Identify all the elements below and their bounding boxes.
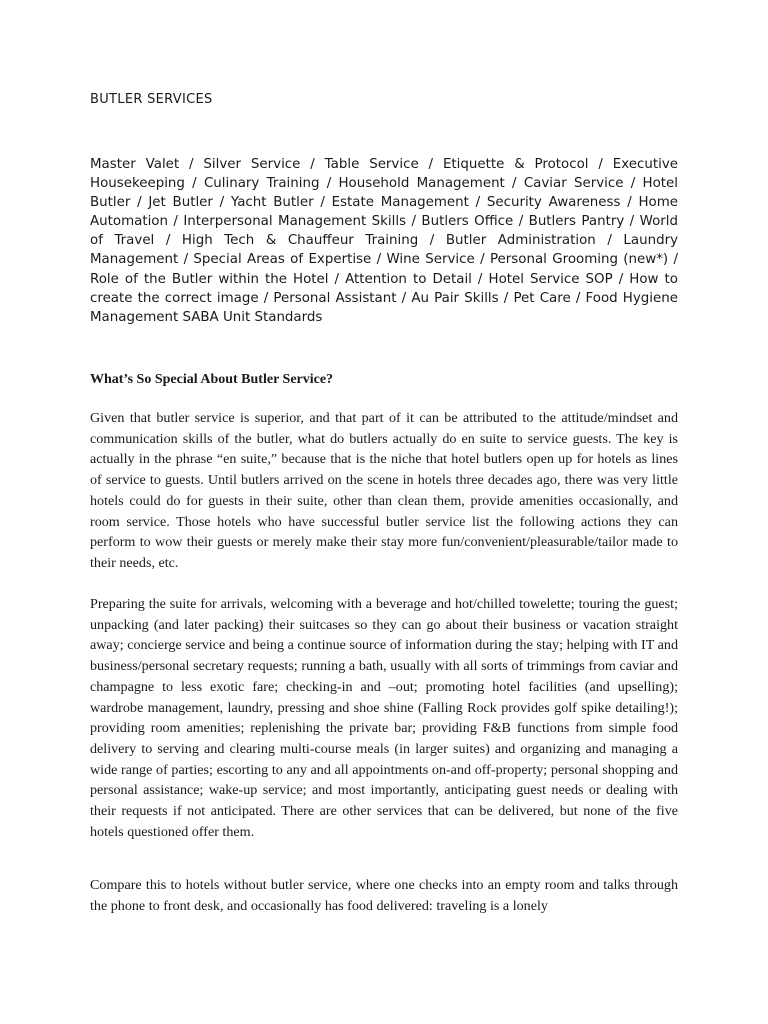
body-paragraph: Compare this to hotels without butler service, where one checks into an empty room and talks through the phone to front desk, and occasionally has food delivered: traveling is a lonely — [90, 877, 678, 914]
section-heading: What’s So Special About Butler Service? — [90, 372, 334, 387]
body-paragraph: Preparing the suite for arrivals, welcoming with a beverage and hot/chilled towelette; touring the guest; unpacking (and later packing) their suitcases so they can go about their business or vacation straight away; concierge service and being a continue source of information during the stay; helping with IT and business/personal secretary requests; running a bath, usually with all sorts of trimmings from caviar and champagne to less exotic fare; checking-in and –out; promoting hotel facilities (and upselling); wardrobe management, laundry, pressing and shoe shine (Falling Rock provides golf spike detailing!); providing room amenities; replenishing the private bar; providing F&B functions from simple food delivery to serving and clearing multi-course meals (in larger suites) and organizing and managing a wide range of parties; escorting to any and all appointments on-and off-property; personal shopping and personal assistance; wake-up service; and most importantly, anticipating guest needs or dealing with their requests if not anticipated. There are other services that can be delivered, but none of the five hotels questioned offer them. — [90, 596, 678, 840]
services-list: Master Valet / Silver Service / Table Service / Etiquette & Protocol / Executive Housekeeping / Culinary Training / Household Management / Caviar Service / Hotel Butler / Jet Butler / Yacht Butler / Estate Management / Security Awareness / Home Automation / Interpersonal Management Skills / Butlers Office / Butlers Pantry / World of Travel / High Tech & Chauffeur Training / Butler Administration / Laundry Management / Special Areas of Expertise / Wine Service / Personal Grooming (new*) / Role of the Butler within the Hotel / Attention to Detail / Hotel Service SOP / How to create the correct image / Personal Assistant / Au Pair Skills / Pet Care / Food Hygiene Management SABA Unit Standards — [90, 157, 678, 325]
document-title: BUTLER SERVICES — [90, 92, 213, 107]
body-paragraph: Given that butler service is superior, and that part of it can be attributed to the attitude/mindset and communication skills of the butler, what do butlers actually do en suite to service guests. The key is actually in the phrase “en suite,” because that is the niche that hotel butlers open up for hotels as lines of service to guests. Until butlers arrived on the scene in hotels three decades ago, there was very little hotels could do for guests in their suite, other than clean them, provide amenities occasionally, and room service. Those hotels who have successful butler service list the following actions they can perform to wow their guests or merely make their stay more fun/convenient/pleasurable/tailor made to their needs, etc. — [90, 410, 678, 571]
